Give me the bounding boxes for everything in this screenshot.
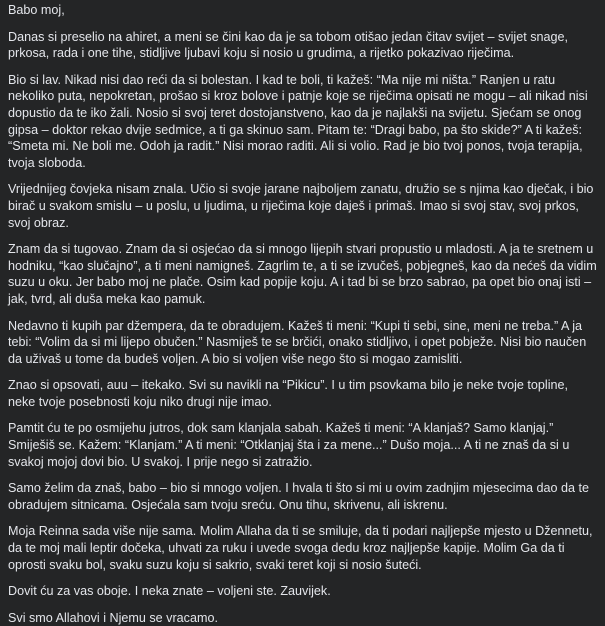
post-paragraph: Znao si opsovati, auu – itekako. Svi su navikli na “Pikicu”. I u tim psovkama bilo je neke tvoje topline, neke tvoje posebnosti koju niko drugi nije imao.: [8, 378, 568, 409]
post-paragraph: Moja Reinna sada više nije sama. Molim Allaha da ti se smiluje, da ti podari najljepše mjesto u Džennetu, da te moj mali leptir dočeka, uhvati za ruku i uvede svoga dedu kroz najljepše kapije. Molim Ga da ti oprosti svaku bol, svaku suzu koju si sakrio, svaki teret koji si nosio šuteći.: [8, 524, 593, 572]
post-paragraph: Vrijednijeg čovjeka nisam znala. Učio si svoje jarane najboljem zanatu, družio se s njima kao dječak, i bio birač u svakom smislu – u poslu, u ljudima, u riječima koje daješ i primaš. Imao si svoj stav, svoj prkos, svoj obraz.: [8, 182, 594, 230]
post-greeting: Babo moj,: [8, 3, 65, 17]
post-paragraph: Pamtit ću te po osmijehu jutros, dok sam klanjala sabah. Kažeš ti meni: “A klanjaš? Samo klanjaj.” Smiješiš se. Kažem: “Klanjam.” A ti meni: “Otklanjaj šta i za mene...” Dušo moja... A ti ne znaš da si u svakoj mojoj dovi bio. U svakoj. I prije nego si zatražio.: [8, 421, 570, 469]
post-paragraph: Nedavno ti kupih par džempera, da te obradujem. Kažeš ti meni: “Kupi ti sebi, sine, meni ne treba.” A ja tebi: “Volim da si mi lijepo obučen.” Nasmiješ te se brčići, onako stidljivo, i opet pobježe. Nisi bio naučen da uživaš u tome da budeš voljen. A bio si voljen više nego što si mogao zamisliti.: [8, 318, 587, 366]
post-paragraph: Danas si preselio na ahiret, a meni se čini kao da je sa tobom otišao jedan čitav svijet – svijet snage, prkosa, rada i one tihe, stidljive ljubavi koju si nosio u grudima, a rijetko pokazivao riječima.: [8, 29, 569, 61]
post-paragraph: Bio si lav. Nikad nisi dao reći da si bolestan. I kad te boli, ti kažeš: “Ma nije mi ništa.” Ranjen u ratu nekoliko puta, nepokretan, prošao si kroz bolove i patnje koje se riječima opisati ne mogu – ali nikad nisi dopustio da te iko žali. Nosio si svoj teret dostojanstveno, kao da je najlakši na svijetu. Sjećam se onog gipsa – doktor rekao dvije sedmice, a ti ga skinuo sam. Pitam te: “Dragi babo, pa što skide?” A ti kažeš: “Smeta mi. Ne boli me. Odoh ja radit.” Nisi morao raditi. Ali si volio. Rad je bio tvoj ponos, tvoja terapija, tvoja sloboda.: [8, 72, 588, 170]
post-paragraph: Samo želim da znaš, babo – bio si mnogo voljen. I hvala ti što si mi u ovim zadnjim mjesecima dao da te obradujem sitnicama. Osjećala sam tvoju sreću. Onu tihu, skrivenu, ali iskrenu.: [8, 481, 589, 512]
post-paragraph: Znam da si tugovao. Znam da si osjećao da si mnogo lijepih stvari propustio u mladosti. A ja te sretnem u hodniku, “kao slučajno”, a ti meni namigneš. Zagrlim te, a ti se izvučeš, pobjegneš, kao da nećeš da vidim suzu u oku. Jer babo moj ne plače. Osim kad popije koju. A i tad bi se brzo sabrao, pa opet bio onaj isti – jak, tvrd, ali duša meka kao pamuk.: [8, 242, 597, 306]
post-closing: Svi smo Allahovi i Njemu se vracamo.: [8, 610, 218, 625]
post-paragraph: Dovit ću za vas oboje. I neka znate – voljeni ste. Zauvijek.: [8, 584, 331, 599]
